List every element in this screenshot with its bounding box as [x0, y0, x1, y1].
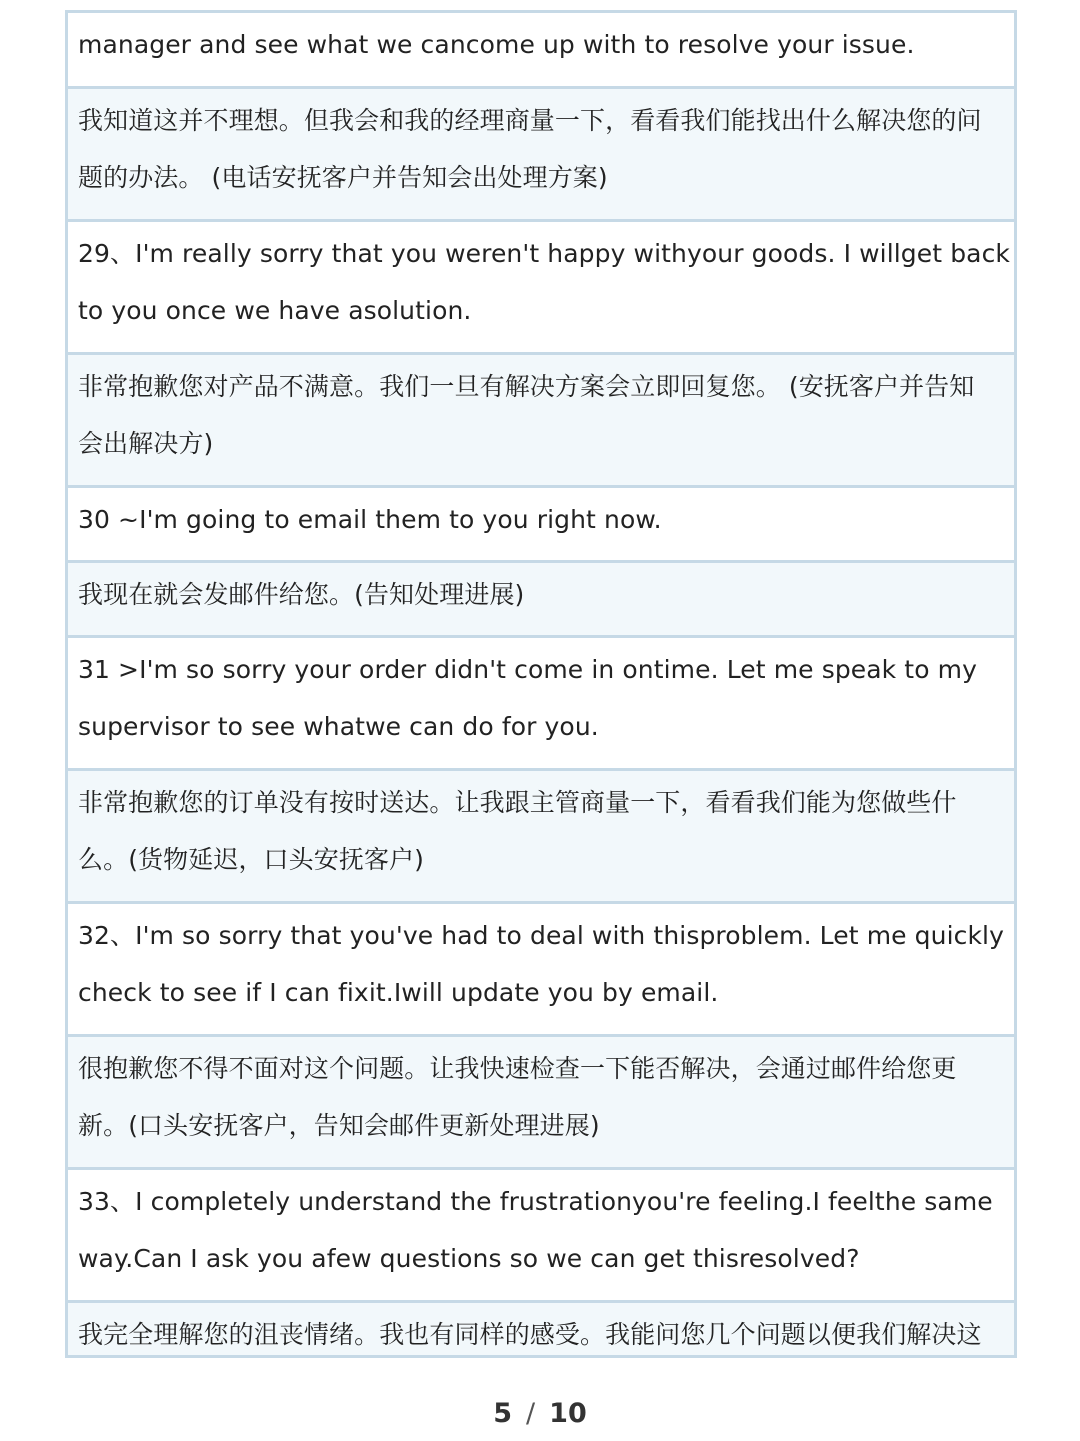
table-row — [68, 638, 1014, 768]
row-text-line: 我知道这并不理想。但我会和我的经理商量一下，看看我们能找出什么解决您的问 — [78, 106, 982, 135]
table-row — [68, 488, 1014, 560]
row-text-line: supervisor to see whatwe can do for you. — [78, 712, 599, 741]
row-text-line: 32、I'm so sorry that you've had to deal with thisproblem. Let me quickly — [78, 921, 1004, 950]
table-row — [68, 355, 1014, 485]
row-text-line: 会出解决方) — [78, 429, 214, 458]
row-text-line: 我现在就会发邮件给您。(告知处理进展) — [78, 580, 525, 609]
row-text-line: 非常抱歉您的订单没有按时送达。让我跟主管商量一下，看看我们能为您做些什 — [78, 788, 957, 817]
current-page: 5 — [493, 1398, 513, 1429]
row-text-line: 我完全理解您的沮丧情绪。我也有同样的感受。我能问您几个问题以便我们解决这 — [78, 1320, 982, 1349]
table-row — [68, 13, 1014, 86]
total-pages: 10 — [549, 1398, 587, 1429]
table-row — [68, 563, 1014, 635]
table-row — [68, 89, 1014, 219]
row-text-line: to you once we have asolution. — [78, 296, 472, 325]
page-indicator — [0, 1394, 1080, 1434]
row-text-line: 31 >I'm so sorry your order didn't come in ontime. Let me speak to my — [78, 655, 978, 684]
row-text-line: 非常抱歉您对产品不满意。我们一旦有解决方案会立即回复您。 (安抚客户并告知 — [78, 372, 975, 401]
table-row — [68, 1303, 1014, 1358]
page-separator: / — [526, 1398, 536, 1429]
row-text-line: manager and see what we cancome up with to resolve your issue. — [78, 30, 915, 59]
row-text-line: 30 ~I'm going to email them to you right now. — [78, 505, 662, 534]
table-row — [68, 904, 1014, 1034]
row-text-line: 题的办法。 (电话安抚客户并告知会出处理方案) — [78, 163, 608, 192]
row-text-line: 33、I completely understand the frustrationyou're feeling.I feelthe same — [78, 1187, 993, 1216]
row-text-line: 么。(货物延迟，口头安抚客户) — [78, 845, 425, 874]
table-row — [68, 1170, 1014, 1300]
table-row — [68, 222, 1014, 352]
row-text-line: 新。(口头安抚客户，告知会邮件更新处理进展) — [78, 1111, 600, 1140]
table-row — [68, 1037, 1014, 1167]
row-text-line: check to see if I can fixit.Iwill update you by email. — [78, 978, 719, 1007]
table-row — [68, 771, 1014, 901]
row-text-line: way.Can I ask you afew questions so we can get thisresolved? — [78, 1244, 860, 1273]
phrase-table — [65, 10, 1017, 1358]
row-text-line: 29、I'm really sorry that you weren't happy withyour goods. I willget back — [78, 239, 1011, 268]
row-text-line: 很抱歉您不得不面对这个问题。让我快速检查一下能否解决，会通过邮件给您更 — [78, 1054, 957, 1083]
